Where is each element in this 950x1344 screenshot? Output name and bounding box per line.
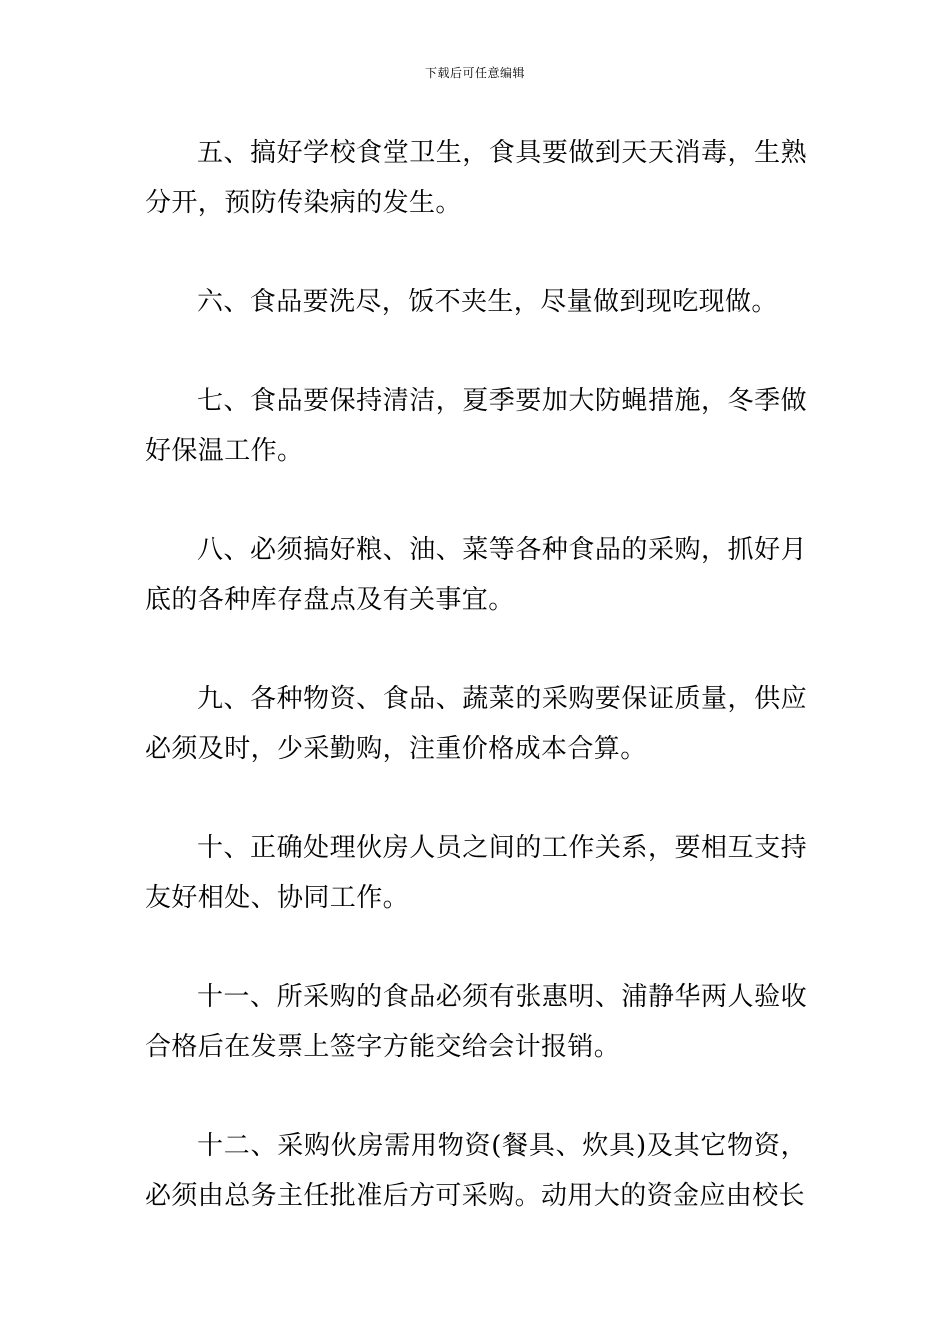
document-body xyxy=(145,128,807,1270)
paragraph-7: 七、食品要保持清洁，夏季要加大防蝇措施，冬季做好保温工作。 xyxy=(145,386,807,466)
paragraph-10: 十、正确处理伙房人员之间的工作关系，要相互支持友好相处、协同工作。 xyxy=(145,833,807,913)
paragraph-9: 九、各种物资、食品、蔬菜的采购要保证质量，供应必须及时，少采勤购，注重价格成本合算。 xyxy=(145,684,807,764)
paragraph-6: 六、食品要洗尽，饭不夹生，尽量做到现吃现做。 xyxy=(197,287,778,317)
paragraph-12: 十二、采购伙房需用物资(餐具、炊具)及其它物资，必须由总务主任批准后方可采购。动用大的资金应由校长 xyxy=(145,1131,807,1211)
page-header: 下载后可任意编辑 xyxy=(424,66,525,80)
paragraph-8: 八、必须搞好粮、油、菜等各种食品的采购，抓好月底的各种库存盘点及有关事宜。 xyxy=(145,535,807,615)
paragraph-11: 十一、所采购的食品必须有张惠明、浦静华两人验收合格后在发票上签字方能交给会计报销。 xyxy=(145,982,807,1062)
paragraph-5: 五、搞好学校食堂卫生，食具要做到天天消毒，生熟分开，预防传染病的发生。 xyxy=(145,138,807,218)
